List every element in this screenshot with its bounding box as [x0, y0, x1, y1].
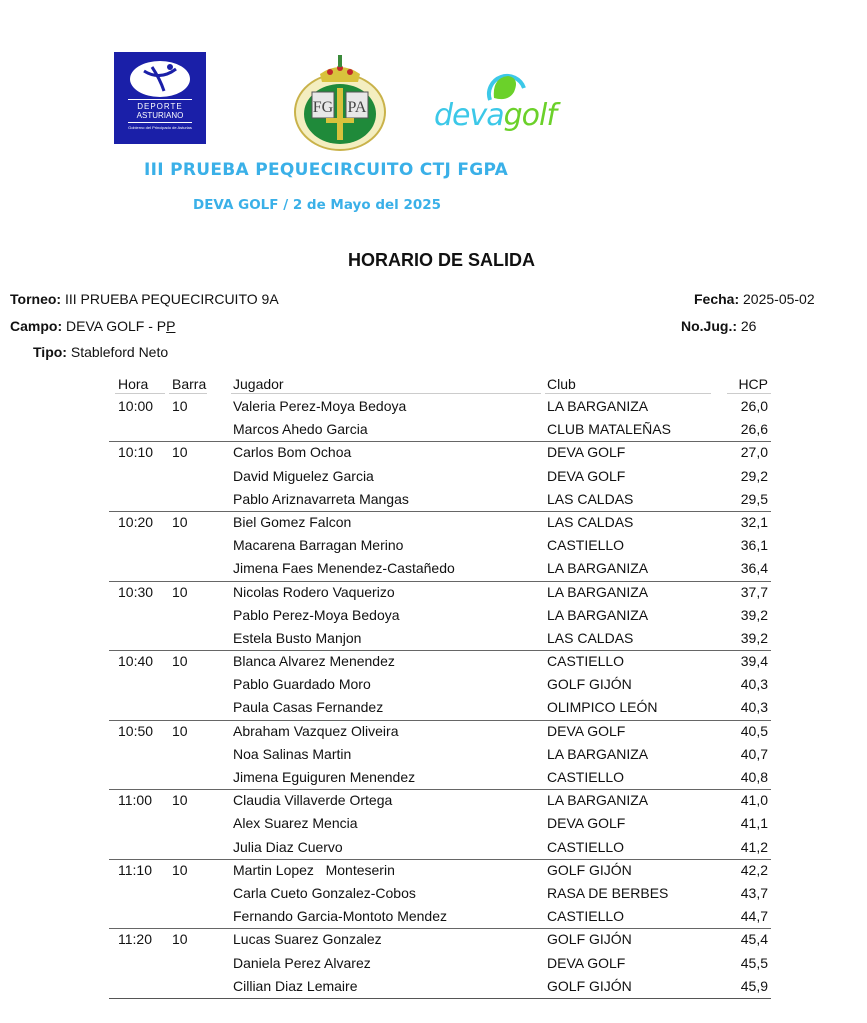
barra-cell: 10	[172, 931, 188, 948]
jugador-cell: Julia Diaz Cuervo	[233, 838, 343, 855]
jugador-cell: Estela Busto Manjon	[233, 629, 362, 646]
jugador-cell: Nicolas Rodero Vaquerizo	[233, 583, 395, 600]
table-row	[109, 396, 771, 419]
hcp-cell: 39,4	[740, 653, 768, 670]
deva-golf-logo: devagolf	[430, 70, 580, 140]
table-body	[109, 396, 771, 999]
tee-time-group	[109, 929, 771, 999]
hora-cell: 11:20	[118, 931, 152, 948]
fgpa-crest-logo	[290, 52, 390, 152]
hora-cell: 10:40	[118, 653, 154, 670]
jugador-cell: Noa Salinas Martin	[233, 745, 352, 762]
hcp-cell: 40,7	[740, 745, 768, 762]
hcp-cell: 36,4	[740, 560, 768, 577]
table-row	[109, 883, 771, 906]
tee-time-group	[109, 442, 771, 512]
tee-time-group	[109, 396, 771, 442]
table-row	[109, 674, 771, 697]
club-cell: DEVA GOLF	[547, 722, 626, 739]
table-header	[109, 374, 771, 396]
tee-time-group	[109, 512, 771, 582]
table-row	[109, 489, 771, 512]
fecha-field: Fecha: 2025-05-02	[694, 291, 815, 307]
hcp-cell: 42,2	[740, 861, 768, 878]
hcp-cell: 39,2	[740, 606, 768, 623]
table-row	[109, 651, 771, 674]
hora-cell: 11:00	[118, 792, 152, 809]
table-row	[109, 512, 771, 535]
club-cell: LA BARGANIZA	[547, 745, 649, 762]
hcp-cell: 40,3	[740, 676, 768, 693]
jugador-cell: Pablo Perez-Moya Bedoya	[233, 606, 400, 623]
hcp-cell: 43,7	[740, 884, 768, 901]
col-hcp: HCP	[738, 376, 768, 392]
jugador-cell: Valeria Perez-Moya Bedoya	[233, 398, 407, 414]
club-cell: LA BARGANIZA	[547, 560, 649, 577]
club-cell: CLUB MATALEÑAS	[547, 421, 671, 438]
club-cell: DEVA GOLF	[547, 815, 626, 832]
tee-time-group	[109, 651, 771, 721]
club-cell: GOLF GIJÓN	[547, 676, 632, 693]
table-row	[109, 906, 771, 929]
tee-time-group	[109, 860, 771, 930]
jugador-cell: Paula Casas Fernandez	[233, 699, 384, 716]
club-cell: CASTIELLO	[547, 769, 625, 785]
club-cell: GOLF GIJÓN	[547, 977, 632, 994]
barra-cell: 10	[172, 792, 188, 809]
hcp-cell: 29,2	[740, 467, 768, 484]
table-row	[109, 744, 771, 767]
col-hora: Hora	[118, 376, 149, 392]
barra-cell: 10	[172, 653, 188, 670]
table-row	[109, 535, 771, 558]
club-cell: LAS CALDAS	[547, 513, 634, 530]
table-row	[109, 860, 771, 883]
club-cell: CASTIELLO	[547, 537, 625, 554]
banner-title: III PRUEBA PEQUECIRCUITO CTJ FGPA	[144, 160, 509, 180]
page-title: HORARIO DE SALIDA	[347, 250, 535, 270]
jugador-cell: Jimena Faes Menendez-Castañedo	[233, 560, 455, 577]
hcp-cell: 39,2	[740, 629, 768, 646]
barra-cell: 10	[172, 398, 188, 414]
jugador-cell: Daniela Perez Alvarez	[233, 954, 371, 971]
club-cell: CASTIELLO	[547, 908, 625, 925]
col-club: Club	[547, 376, 576, 392]
table-row	[109, 582, 771, 605]
col-barra: Barra	[172, 376, 207, 392]
hora-cell: 10:30	[118, 583, 154, 600]
hcp-cell: 41,0	[740, 792, 768, 809]
table-row	[109, 721, 771, 744]
club-cell: DEVA GOLF	[547, 954, 626, 971]
table-row	[109, 605, 771, 628]
hcp-cell: 26,6	[740, 421, 768, 438]
jugador-cell: Carla Cueto Gonzalez-Cobos	[233, 884, 416, 901]
hcp-cell: 29,5	[740, 490, 768, 507]
tee-time-group	[109, 721, 771, 791]
table-row	[109, 419, 771, 442]
banner-subtitle: DEVA GOLF / 2 de Mayo del 2025	[193, 197, 442, 213]
table-row	[109, 790, 771, 813]
jugador-cell: Claudia Villaverde Ortega	[233, 792, 393, 809]
barra-cell: 10	[172, 861, 188, 878]
tee-times-table	[109, 374, 771, 999]
club-cell: LAS CALDAS	[547, 490, 634, 507]
hcp-cell: 44,7	[740, 908, 768, 925]
hcp-cell: 41,2	[740, 838, 768, 855]
jugador-cell: Pablo Guardado Moro	[233, 676, 371, 693]
hcp-cell: 45,4	[740, 931, 768, 948]
table-row	[109, 767, 771, 790]
hcp-cell: 26,0	[740, 398, 768, 414]
hcp-cell: 40,3	[740, 699, 768, 716]
hcp-cell: 32,1	[740, 513, 768, 530]
table-row	[109, 558, 771, 581]
club-cell: LA BARGANIZA	[547, 398, 649, 414]
deporte-asturiano-logo: DEPORTE ASTURIANO Gobierno del Principado de Asturias	[114, 52, 206, 144]
club-cell: CASTIELLO	[547, 838, 625, 855]
tee-time-group	[109, 582, 771, 652]
svg-text:PA: PA	[347, 99, 367, 116]
num-players-field: No.Jug.: 26	[681, 318, 757, 334]
club-cell: DEVA GOLF	[547, 444, 626, 461]
hora-cell: 10:20	[118, 513, 154, 530]
jugador-cell: Jimena Eguiguren Menendez	[233, 769, 416, 785]
hcp-cell: 41,1	[740, 815, 768, 832]
club-cell: LA BARGANIZA	[547, 606, 649, 623]
club-cell: GOLF GIJÓN	[547, 931, 632, 948]
tipo-field: Tipo: Stableford Neto	[33, 344, 169, 360]
club-cell: GOLF GIJÓN	[547, 861, 632, 878]
club-cell: RASA DE BERBES	[547, 884, 669, 901]
table-row	[109, 976, 771, 999]
club-cell: DEVA GOLF	[547, 467, 626, 484]
hora-cell: 10:10	[118, 444, 154, 461]
club-cell: LA BARGANIZA	[547, 583, 649, 600]
svg-text:FG: FG	[312, 99, 334, 116]
table-row	[109, 466, 771, 489]
jugador-cell: Carlos Bom Ochoa	[233, 444, 352, 461]
jugador-cell: Fernando Garcia-Montoto Mendez	[233, 908, 447, 925]
hcp-cell: 40,5	[740, 722, 768, 739]
club-cell: LA BARGANIZA	[547, 792, 649, 809]
hcp-cell: 37,7	[740, 583, 768, 600]
club-cell: LAS CALDAS	[547, 629, 634, 646]
runner-figure-icon	[130, 61, 190, 97]
table-row	[109, 697, 771, 720]
torneo-field: Torneo: III PRUEBA PEQUECIRCUITO 9A	[10, 291, 279, 307]
jugador-cell: David Miguelez Garcia	[233, 467, 374, 484]
table-row	[109, 442, 771, 465]
barra-cell: 10	[172, 583, 188, 600]
table-row	[109, 837, 771, 860]
hora-cell: 10:50	[118, 722, 154, 739]
club-cell: CASTIELLO	[547, 653, 625, 670]
jugador-cell: Blanca Alvarez Menendez	[233, 653, 395, 670]
hcp-cell: 27,0	[740, 444, 768, 461]
jugador-cell: Martin Lopez Monteserin	[233, 861, 395, 878]
jugador-cell: Marcos Ahedo Garcia	[233, 421, 368, 438]
hcp-cell: 36,1	[740, 537, 768, 554]
jugador-cell: Pablo Ariznavarreta Mangas	[233, 490, 409, 507]
jugador-cell: Cillian Diaz Lemaire	[233, 977, 358, 994]
table-row	[109, 929, 771, 952]
col-jugador: Jugador	[233, 376, 284, 392]
barra-cell: 10	[172, 513, 188, 530]
jugador-cell: Macarena Barragan Merino	[233, 537, 404, 554]
hcp-cell: 45,5	[740, 954, 768, 971]
hcp-cell: 45,9	[740, 977, 768, 994]
table-row	[109, 953, 771, 976]
campo-field: Campo: DEVA GOLF - PP	[10, 318, 176, 334]
jugador-cell: Alex Suarez Mencia	[233, 815, 358, 832]
barra-cell: 10	[172, 444, 188, 461]
tee-time-group	[109, 790, 771, 860]
jugador-cell: Biel Gomez Falcon	[233, 513, 352, 530]
hora-cell: 10:00	[118, 398, 154, 414]
jugador-cell: Lucas Suarez Gonzalez	[233, 931, 382, 948]
barra-cell: 10	[172, 722, 188, 739]
table-row	[109, 813, 771, 836]
jugador-cell: Abraham Vazquez Oliveira	[233, 722, 399, 739]
club-cell: OLIMPICO LEÓN	[547, 699, 658, 716]
table-row	[109, 628, 771, 651]
hcp-cell: 40,8	[740, 769, 768, 785]
hora-cell: 11:10	[118, 861, 152, 878]
